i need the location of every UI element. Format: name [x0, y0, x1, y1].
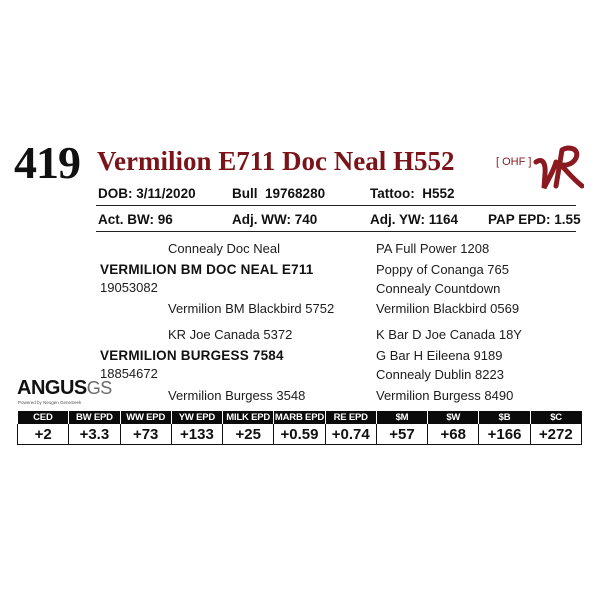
vr-brand-icon — [532, 140, 584, 192]
angus-gs-logo — [17, 378, 112, 398]
lot-number: 419 — [14, 137, 80, 188]
epd-header-bw: BW EPD — [69, 411, 120, 424]
epd-header-m: $M — [376, 411, 427, 424]
gs-logo-text: GS — [86, 378, 112, 398]
dob — [98, 186, 196, 202]
sire-dam: Vermilion BM Blackbird 5752 — [168, 301, 335, 316]
epd-value-ced: +2 — [18, 424, 69, 445]
epd-value-re: +0.74 — [325, 424, 376, 445]
sire-name: VERMILION BM DOC NEAL E711 — [100, 262, 314, 277]
ohf-tag: [ OHF ] — [496, 156, 532, 168]
powered-by-text: Powered by Neogen GeneSeek — [18, 400, 82, 405]
adjww-label: Adj. WW: — [232, 212, 291, 227]
epd-header-ww: WW EPD — [120, 411, 171, 424]
epd-value-bw: +3.3 — [69, 424, 120, 445]
epd-value-w: +68 — [428, 424, 479, 445]
actbw-value: 96 — [157, 212, 173, 227]
pap-label: PAP EPD: — [488, 212, 551, 227]
epd-header-ced: CED — [18, 411, 69, 424]
dam-name: VERMILION BURGESS 7584 — [100, 348, 284, 363]
adj-yw — [370, 212, 458, 228]
epd-header-c: $C — [530, 411, 581, 424]
dob-value: 3/11/2020 — [136, 186, 196, 201]
epd-value-milk: +25 — [223, 424, 274, 445]
info-divider-2 — [96, 231, 576, 232]
ancestor-5: K Bar D Joe Canada 18Y — [376, 327, 522, 342]
animal-name: Vermilion E711 Doc Neal H552 — [97, 146, 455, 176]
epd-header-yw: YW EPD — [171, 411, 222, 424]
dam-sire: KR Joe Canada 5372 — [168, 327, 293, 342]
sire-sire: Connealy Doc Neal — [168, 241, 281, 256]
info-divider-1 — [96, 205, 576, 206]
sire-reg: 19053082 — [100, 280, 158, 295]
bull-label: Bull — [232, 186, 258, 201]
epd-value-b: +166 — [479, 424, 530, 445]
epd-header-b: $B — [479, 411, 530, 424]
epd-header-marb: MARB EPD — [274, 412, 324, 423]
tattoo — [370, 186, 455, 202]
dob-label: DOB: — [98, 186, 133, 201]
tattoo-label: Tattoo: — [370, 186, 415, 201]
ancestor-1: PA Full Power 1208 — [376, 241, 490, 256]
epd-value-row — [18, 424, 582, 445]
pap-epd — [488, 212, 581, 228]
epd-value-ww: +73 — [120, 424, 171, 445]
ancestor-7: Connealy Dublin 8223 — [376, 367, 504, 382]
act-bw — [98, 212, 173, 228]
epd-header-milk: MILK EPD — [223, 411, 274, 424]
adjyw-value: 1164 — [428, 212, 459, 227]
pap-value: 1.55 — [554, 212, 581, 227]
epd-header-w: $W — [428, 411, 479, 424]
dam-reg: 18854672 — [100, 366, 158, 381]
epd-header-row — [18, 411, 582, 424]
angus-logo-text: ANGUS — [17, 377, 87, 399]
ancestor-2: Poppy of Conanga 765 — [376, 262, 509, 277]
epd-value-m: +57 — [376, 424, 427, 445]
tattoo-value: H552 — [422, 186, 455, 201]
actbw-label: Act. BW: — [98, 212, 154, 227]
dam-dam: Vermilion Burgess 3548 — [168, 388, 306, 403]
bull-reg-value: 19768280 — [265, 186, 326, 201]
ancestor-6: G Bar H Eileena 9189 — [376, 348, 503, 363]
adjww-value: 740 — [294, 212, 318, 227]
epd-table — [17, 411, 582, 445]
ancestor-3: Connealy Countdown — [376, 281, 501, 296]
adj-ww — [232, 212, 317, 228]
adjyw-label: Adj. YW: — [370, 212, 426, 227]
ancestor-8: Vermilion Burgess 8490 — [376, 388, 514, 403]
epd-value-yw: +133 — [171, 424, 222, 445]
bull-reg — [232, 186, 325, 202]
epd-value-marb: +0.59 — [274, 424, 325, 445]
ancestor-4: Vermilion Blackbird 0569 — [376, 301, 520, 316]
epd-header-re: RE EPD — [325, 411, 376, 424]
epd-value-c: +272 — [530, 424, 581, 445]
